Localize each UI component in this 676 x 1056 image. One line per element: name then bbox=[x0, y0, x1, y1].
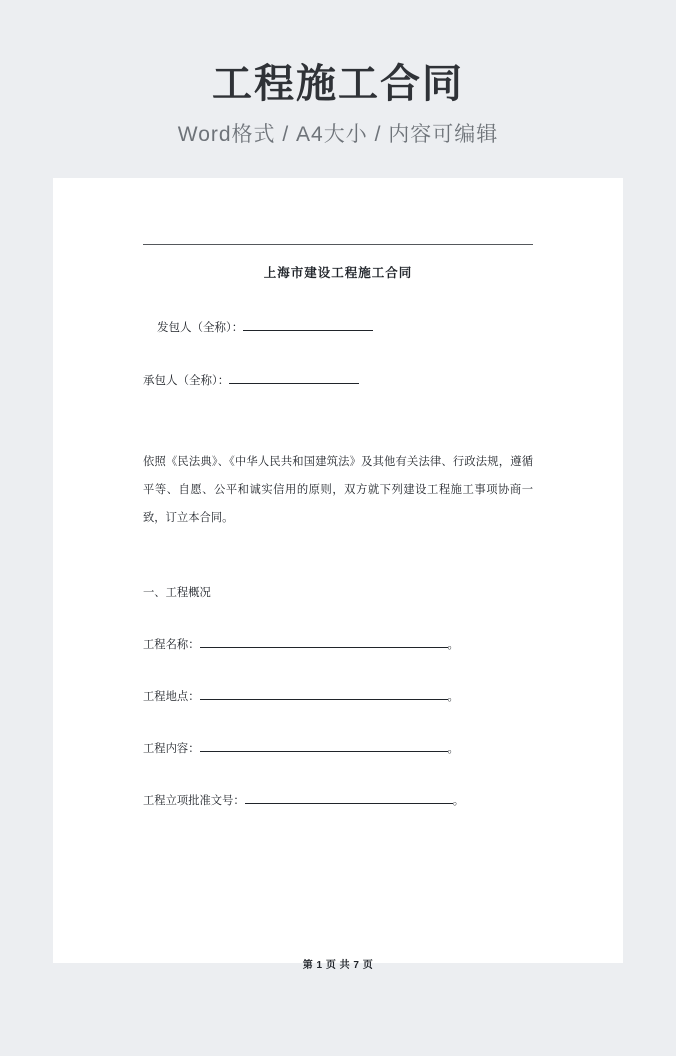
preamble-paragraph: 依照《民法典》、《中华人民共和国建筑法》及其他有关法律、行政法规，遵循平等、自愿、公平和诚实信用的原则，双方就下列建设工程施工事项协商一致，订立本合同。 bbox=[143, 456, 533, 524]
field-blank-project-content bbox=[200, 740, 448, 752]
field-label-project-location: 工程地点： bbox=[143, 691, 200, 703]
field-row-approval-number bbox=[143, 792, 533, 808]
party-row-employer bbox=[143, 319, 533, 335]
page-footer: 第 1 页 共 7 页 bbox=[302, 960, 374, 971]
field-end-approval-number: 。 bbox=[452, 795, 464, 807]
field-label-project-name: 工程名称： bbox=[143, 639, 200, 651]
party-label-employer: 发包人（全称）： bbox=[157, 322, 244, 334]
section-heading-project-overview: 一、工程概况 bbox=[143, 587, 211, 599]
party-row-contractor bbox=[143, 372, 533, 388]
party-blank-employer bbox=[243, 319, 373, 331]
field-blank-project-name bbox=[200, 636, 448, 648]
header-divider bbox=[143, 244, 533, 245]
party-blank-contractor bbox=[229, 372, 359, 384]
field-end-project-content: 。 bbox=[447, 743, 459, 755]
document-body bbox=[53, 244, 623, 1029]
party-label-contractor: 承包人（全称）： bbox=[143, 375, 230, 387]
field-blank-approval-number bbox=[245, 792, 453, 804]
document-title: 上海市建设工程施工合同 bbox=[263, 266, 413, 280]
field-blank-project-location bbox=[200, 688, 448, 700]
banner-subtitle: Word格式 / A4大小 / 内容可编辑 bbox=[177, 123, 499, 146]
banner bbox=[0, 0, 676, 150]
field-end-project-name: 。 bbox=[447, 639, 459, 651]
field-row-project-location bbox=[143, 688, 533, 704]
field-row-project-name bbox=[143, 636, 533, 652]
banner-title: 工程施工合同 bbox=[212, 62, 464, 106]
field-label-project-content: 工程内容： bbox=[143, 743, 200, 755]
field-row-project-content bbox=[143, 740, 533, 756]
document-page bbox=[53, 178, 623, 971]
field-end-project-location: 。 bbox=[447, 691, 459, 703]
field-label-approval-number: 工程立项批准文号： bbox=[143, 795, 245, 807]
